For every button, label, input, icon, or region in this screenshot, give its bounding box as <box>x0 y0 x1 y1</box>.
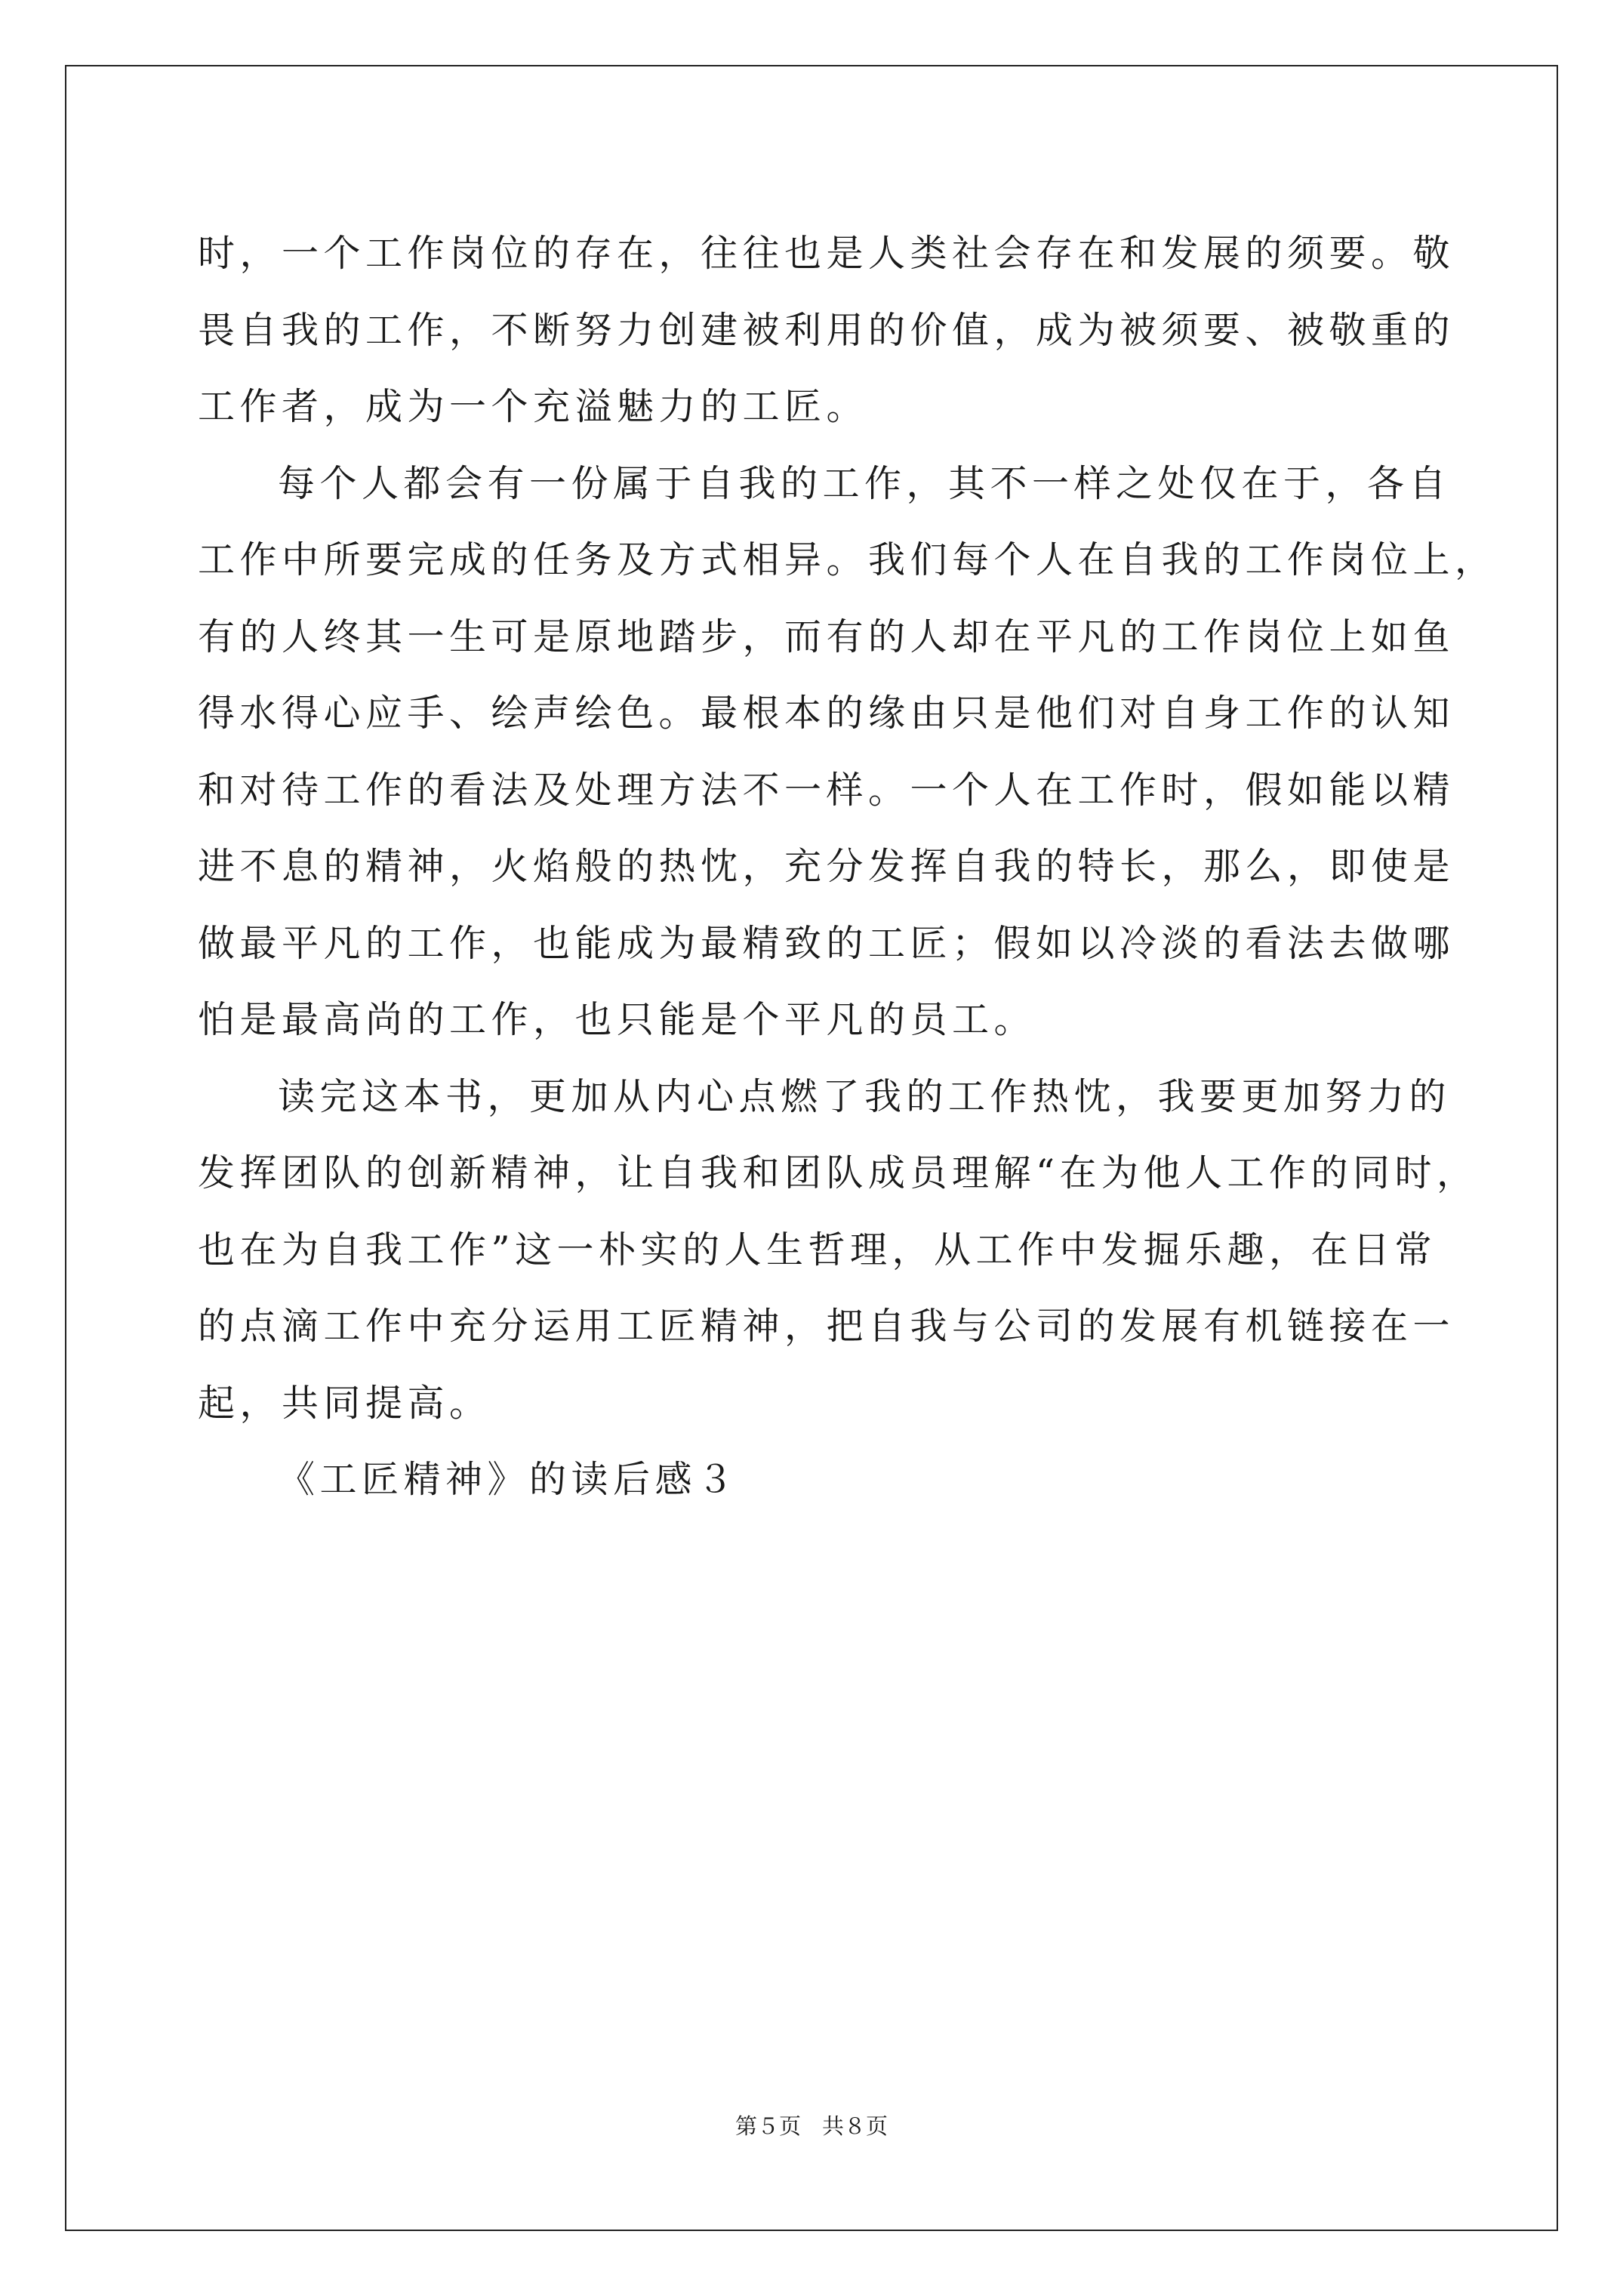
body-line-1: 时，一个工作岗位的存在，往往也是人类社会存在和发展的须要。敬 <box>198 232 1455 275</box>
body-line-9: 进不息的精神，火焰般的热忱，充分发挥自我的特长，那么，即使是 <box>198 845 1455 888</box>
body-line-3: 工作者，成为一个充溢魅力的工匠。 <box>198 385 869 428</box>
body-line-2: 畏自我的工作，不断努力创建被利用的价值，成为被须要、被敬重的 <box>198 308 1455 352</box>
body-line-8: 和对待工作的看法及处理方法不一样。一个人在工作时，假如能以精 <box>198 768 1455 812</box>
body-line-11: 怕是最高尚的工作，也只能是个平凡的员工。 <box>198 998 1036 1041</box>
body-line-12: 读完这本书，更加从内心点燃了我的工作热忱，我要更加努力的 <box>278 1074 1452 1118</box>
body-line-7: 得水得心应手、绘声绘色。最根本的缘由只是他们对自身工作的认知 <box>198 692 1455 735</box>
body-line-5: 工作中所要完成的任务及方式相异。我们每个人在自我的工作岗位上， <box>198 538 1497 581</box>
section-heading: 《工匠精神》的读后感３ <box>278 1458 739 1501</box>
page-total: 共８页 <box>822 2113 888 2139</box>
body-line-6: 有的人终其一生可是原地踏步，而有的人却在平凡的工作岗位上如鱼 <box>198 615 1455 658</box>
body-line-10: 做最平凡的工作，也能成为最精致的工匠；假如以冷淡的看法去做哪 <box>198 921 1455 965</box>
page-footer <box>0 2110 1623 2140</box>
body-line-4: 每个人都会有一份属于自我的工作，其不一样之处仅在于，各自 <box>278 461 1452 505</box>
body-line-16: 起，共同提高。 <box>198 1381 491 1425</box>
body-line-14: 也在为自我工作”这一朴实的人生哲理，从工作中发掘乐趣，在日常 <box>198 1228 1437 1271</box>
page-number: 第５页 <box>735 2113 801 2139</box>
document-body <box>198 215 1497 1518</box>
body-line-13: 发挥团队的创新精神，让自我和团队成员理解“在为他人工作的同时， <box>198 1151 1479 1194</box>
body-line-15: 的点滴工作中充分运用工匠精神，把自我与公司的发展有机链接在一 <box>198 1305 1455 1348</box>
